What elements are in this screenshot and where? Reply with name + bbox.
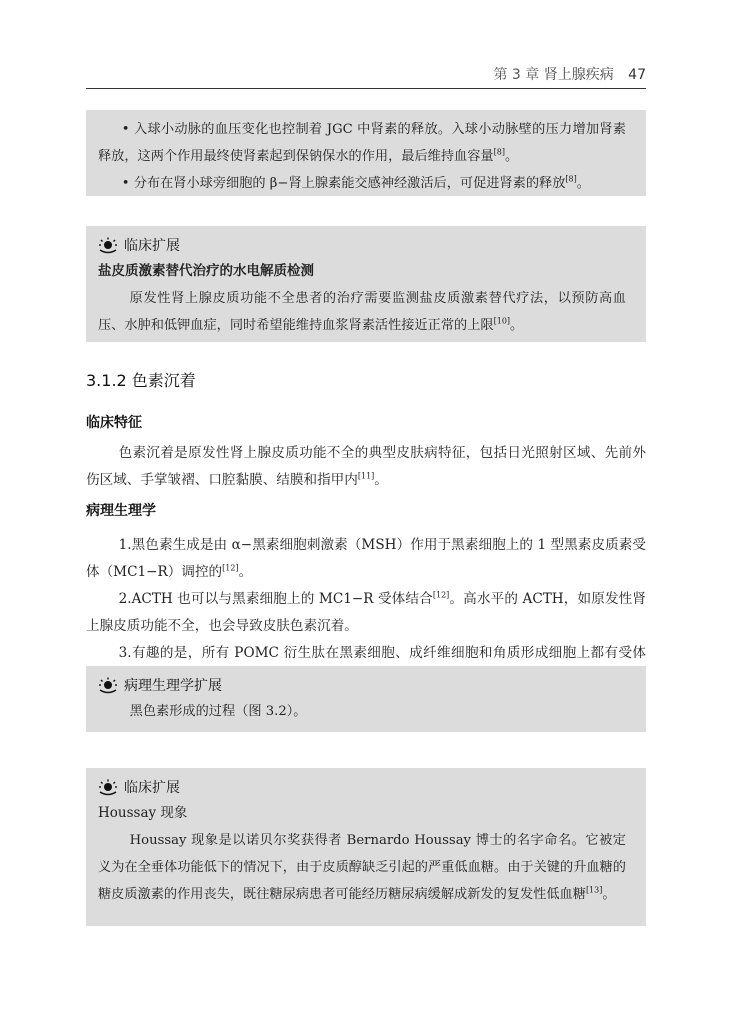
list-item: 1.黑色素生成是由 α−黑素细胞刺激素（MSH）作用于黑素细胞上的 1 型黑素皮质素受体（MC1−R）调控的[12]。 — [86, 537, 646, 580]
running-header — [86, 64, 646, 84]
clinical-extension-box-houssay — [86, 768, 646, 926]
box-body: 原发性肾上腺皮质功能不全患者的治疗需要监测盐皮质激素替代疗法，以预防高血压、水肿和低钾血症，同时希望能维持血浆肾素活性接近正常的上限[10]。 — [98, 291, 626, 333]
bullet-item: • 入球小动脉的血压变化也控制着 JGC 中肾素的释放。入球小动脉壁的压力增加肾素释放，这两个作用最终使肾素起到保钠保水的作用，最后维持血容量[8]。 — [98, 122, 626, 164]
box-title: 临床扩展 — [98, 234, 626, 258]
box-body: 黑色素形成的过程（图 3.2）。 — [129, 704, 307, 719]
note-box-juxtaglomerular — [86, 110, 646, 196]
heading-clinical-features: 临床特征 — [86, 415, 142, 431]
page-number: 47 — [628, 67, 646, 83]
bullet-item: • 分布在肾小球旁细胞的 β−肾上腺素能交感神经激活后，可促进肾素的释放[8]。 — [121, 174, 590, 191]
header-rule — [86, 88, 646, 89]
list-item: 3.有趣的是，所有 POMC 衍生肽在黑素细胞、成纤维细胞和角质形成细胞上都有受体 — [118, 645, 646, 661]
box-body: Houssay 现象是以诺贝尔奖获得者 Bernardo Houssay 博士的名字命名。它被定义为在全垂体功能低下的情况下，由于皮质醇缺乏引起的严重低血糖。由于关键的升血糖的糖皮质激素的作用丧失，既往糖尿病患者可能经历糖尿病缓解成新发的复发性低血糖[13]。 — [98, 833, 626, 902]
clinical-paragraph: 色素沉着是原发性肾上腺皮质功能不全的典型皮肤病特征，包括日光照射区域、先前外伤区域、手掌皱褶、口腔黏膜、结膜和指甲内[11]。 — [86, 445, 646, 488]
lightbulb-icon — [98, 677, 118, 695]
list-item: 2.ACTH 也可以与黑素细胞上的 MC1−R 受体结合[12]。高水平的 ACTH，如原发性肾上腺皮质功能不全，也会导致皮肤色素沉着。 — [86, 590, 646, 634]
box-subtitle: Houssay 现象 — [98, 805, 188, 821]
lightbulb-icon — [98, 779, 118, 797]
chapter-title: 肾上腺疾病 — [543, 67, 614, 83]
pathophysiology-extension-box — [86, 666, 646, 732]
lightbulb-icon — [98, 237, 118, 255]
box-subtitle: 盐皮质激素替代治疗的水电解质检测 — [98, 263, 314, 279]
clinical-extension-box — [86, 226, 646, 342]
box-title: 临床扩展 — [98, 776, 626, 800]
heading-pathophysiology: 病理生理学 — [86, 503, 156, 519]
section-title: 3.1.2 色素沉着 — [86, 371, 196, 390]
chapter-label: 第 3 章 — [493, 67, 540, 83]
box-title: 病理生理学扩展 — [98, 674, 626, 698]
